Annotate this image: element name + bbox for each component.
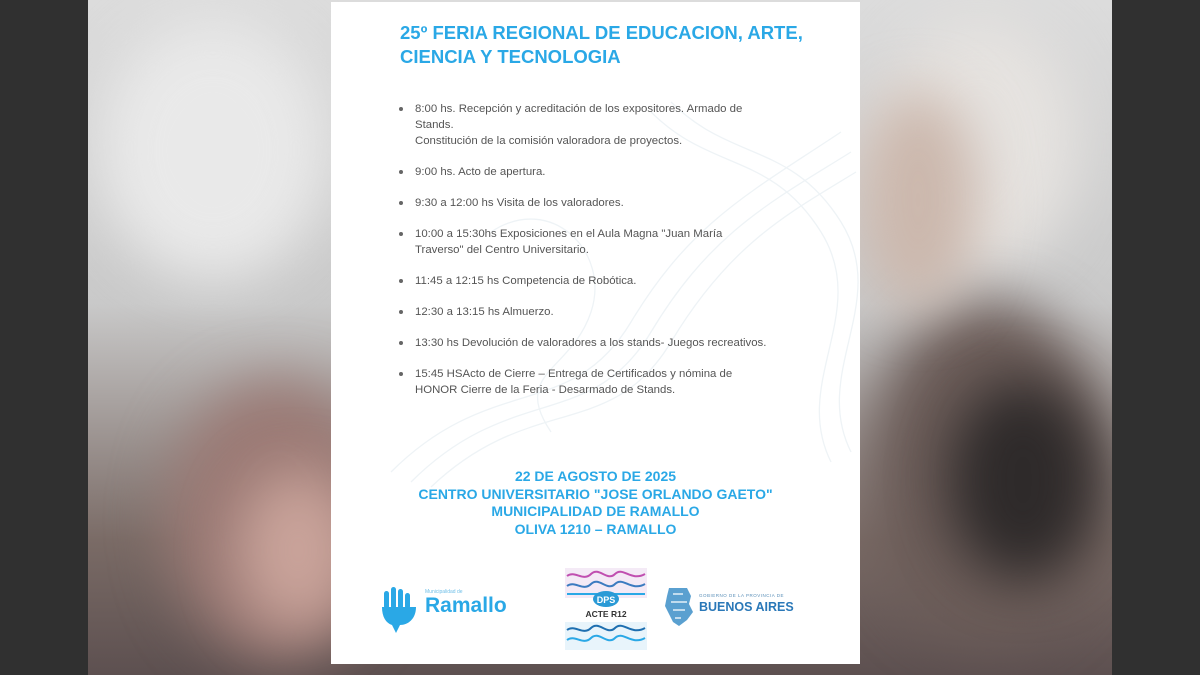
title-line-1: 25º FERIA REGIONAL DE EDUCACION, ARTE, — [400, 22, 803, 43]
hand-icon — [380, 585, 420, 633]
province-map-icon — [663, 586, 695, 628]
title-line-2: CIENCIA Y TECNOLOGIA — [400, 46, 621, 67]
event-organizer: MUNICIPALIDAD DE RAMALLO — [491, 503, 700, 519]
bullet-icon — [399, 107, 403, 111]
right-letterbox — [1112, 0, 1200, 675]
bullet-icon — [399, 372, 403, 376]
schedule-item: 9:30 a 12:00 hs Visita de los valoradores. — [395, 195, 815, 211]
schedule-list — [395, 101, 815, 413]
event-address: OLIVA 1210 – RAMALLO — [514, 520, 677, 537]
buenos-aires-logo — [663, 586, 823, 630]
event-details — [331, 468, 860, 538]
schedule-item: 9:00 hs. Acto de apertura. — [395, 164, 815, 180]
bullet-icon — [399, 201, 403, 205]
left-letterbox — [0, 0, 88, 675]
bullet-icon — [399, 232, 403, 236]
bullet-icon — [399, 279, 403, 283]
schedule-item: 12:30 a 13:15 hs Almuerzo. — [395, 304, 815, 320]
ba-government-text: GOBIERNO DE LA PROVINCIA DE — [699, 593, 785, 598]
bullet-icon — [399, 341, 403, 345]
ramallo-logo — [380, 585, 520, 635]
event-date: 22 DE AGOSTO DE 2025 — [514, 468, 677, 484]
schedule-item: 11:45 a 12:15 hs Competencia de Robótica. — [395, 273, 815, 289]
schedule-item: 10:00 a 15:30hs Exposiciones en el Aula Magna "Juan María Traverso" del Centro Universitario. — [395, 226, 815, 258]
dps-logo — [565, 568, 647, 650]
bullet-icon — [399, 170, 403, 174]
schedule-item: 15:45 HSActo de Cierre – Entrega de Certificados y nómina de HONOR Cierre de la Feria - Desarmado de Stands. — [395, 366, 815, 398]
event-venue: CENTRO UNIVERSITARIO "JOSE ORLANDO GAETO" — [418, 485, 773, 502]
svg-text:DPS: DPS — [596, 595, 616, 605]
dps-label: ACTE R12 — [585, 609, 627, 619]
bullet-icon — [399, 310, 403, 314]
event-poster — [331, 2, 860, 664]
ramallo-small-text: Municipalidad de — [425, 589, 463, 595]
ramallo-name: Ramallo — [425, 594, 507, 617]
ba-name: BUENOS AIRES — [699, 600, 794, 614]
schedule-item: 13:30 hs Devolución de valoradores a los stands- Juegos recreativos. — [395, 335, 815, 351]
schedule-item: 8:00 hs. Recepción y acreditación de los expositores. Armado de Stands. Constitución de la comisión valoradora de proyectos. — [395, 101, 815, 149]
poster-title — [400, 21, 840, 69]
